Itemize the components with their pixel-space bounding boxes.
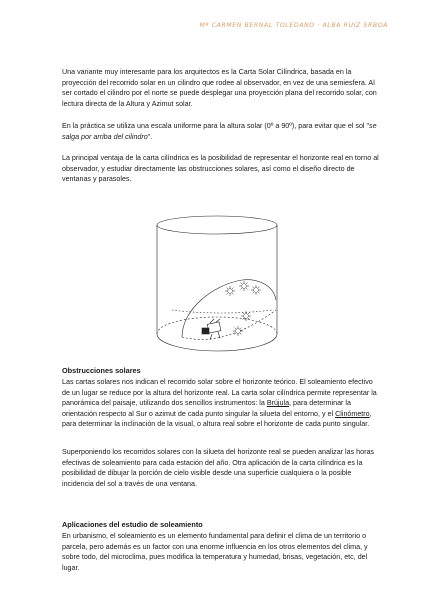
paragraph-superponiendo-text: Superponiendo los recorridos solares con la silueta del horizonte real se pueden analizar las horas efectivas de soleamiento para cada estación del año. Otra aplicación de la carta cilíndrica es la posibilidad de dibujar la porción de cielo visible desde una superficie cualquiera o la posible incidencia del sol a través de una ventana.: [62, 448, 374, 488]
paragraph-escala-text: [62, 121, 380, 142]
escala-text-b: ".: [147, 132, 153, 141]
page-header-authors: Mª CARMEN BERNAL TOLEDANO · ALBA RUIZ SRBOA: [199, 22, 388, 29]
sun-symbol-4: [241, 311, 251, 321]
paragraph-aplicaciones-text: En urbanismo, el soleamiento es un elemento fundamental para definir el clima de un territorio o parcela, pero además es un factor con una enorme influencia en los otros elementos del clima, y sobre todo, del microclima, pues modifica la temperatura y humedad, brisas, vegetación, etc, del lugar.: [62, 532, 368, 572]
paragraph-obstrucciones: [62, 377, 380, 430]
paragraph-obstrucciones-text: [62, 377, 380, 430]
paragraph-intro: [62, 67, 380, 109]
escala-text-italic: se salga por arriba del cilindro: [62, 122, 377, 141]
heading-aplicaciones: Aplicaciones del estudio de soleamiento: [62, 520, 203, 529]
obstrucciones-text-b: , para determinar la orientación respecto al Sur o azimut de cada punto singular la silueta del entorno, y el: [62, 399, 351, 418]
sun-path-ground: [182, 310, 276, 339]
clinometro-link[interactable]: Clinómetro: [335, 409, 370, 418]
cylinder-bottom-front: [157, 334, 277, 351]
paragraph-ventaja-text: La principal ventaja de la carta cilíndrica es la posibilidad de representar el horizonte real en torno al observador, y estudiar directamente las obstrucciones solares, así como el diseño directo de ventanas y parasoles.: [62, 154, 379, 183]
obstrucciones-text-a: Las cartas solares nos indican el recorrido solar sobre el horizonte teórico. El soleamiento efectivo de un lugar se reduce por la altura del horizonte real. La carta solar cilíndrica permite representar la panorámica del paisaje, utilizando dos sencillos instrumentos: la: [62, 378, 377, 407]
observer-instrument-icon: [202, 319, 221, 340]
cylindrical-sun-chart-illustration: [142, 210, 292, 360]
sun-symbol-5: [233, 326, 243, 336]
sun-symbol-3: [251, 285, 261, 295]
paragraph-escala: [62, 121, 380, 142]
cylinder-top-ellipse: [157, 216, 277, 234]
paragraph-superponiendo: [62, 447, 380, 489]
paragraph-aplicaciones: [62, 531, 380, 573]
paragraph-carta-cilindrica: Una variante muy interesante para los arquitectos es la Carta Solar Cilíndrica, basada en la proyección del recorrido solar en un cilindro que rodee al observador, en vez de una semiesfera. Al ser cortado el cilindro por el norte se puede desplegar una proyección plana del recorrido solar, con lectura directa de la Altura y Azimut solar.: [62, 68, 377, 108]
escala-text-a: En la práctica se utiliza una escala uniforme para la altura solar (0º a 90º), para evitar que el sol ": [62, 122, 370, 130]
brujula-link[interactable]: Brújula: [266, 399, 290, 407]
paragraph-ventaja: [62, 153, 380, 185]
heading-obstrucciones: Obstrucciones solares: [62, 366, 141, 375]
obstrucciones-text-c: , para determinar la inclinación de la visual, o altura real sobre el horizonte de cada punto singular.: [62, 409, 372, 428]
sun-symbol-2: [239, 281, 249, 291]
horizon-line: [172, 310, 272, 313]
sun-symbol-1: [225, 286, 235, 296]
sun-path-arc: [182, 280, 276, 337]
